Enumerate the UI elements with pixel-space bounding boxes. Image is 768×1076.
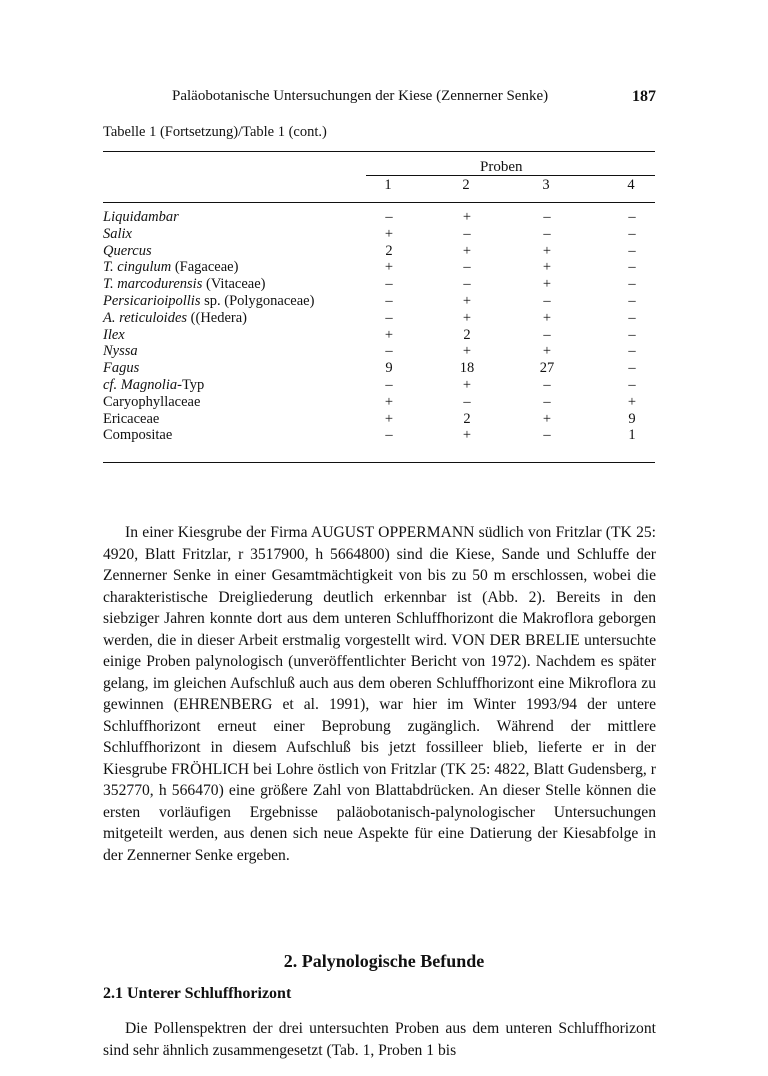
value-cell-sample-1: +	[384, 393, 394, 410]
value-cell-sample-2: –	[463, 276, 471, 293]
taxon-note: (Vitaceae)	[205, 276, 266, 293]
value-cell-sample-4: –	[628, 376, 636, 393]
section-heading: 2. Palynologische Befunde	[283, 951, 485, 971]
value-cell-sample-1: –	[385, 276, 393, 293]
value-cell-sample-4: –	[628, 360, 636, 377]
value-cell-sample-1: –	[385, 343, 393, 360]
taxon-cell	[103, 276, 265, 293]
table-row	[103, 427, 655, 444]
taxon-cell	[103, 243, 152, 260]
column-header-2: 2	[462, 177, 470, 193]
table-group-header: Proben	[480, 159, 523, 175]
value-cell-sample-1: –	[385, 376, 393, 393]
value-cell-sample-4: 9	[628, 410, 636, 427]
value-cell-sample-3: –	[543, 427, 551, 444]
taxon-cell	[103, 310, 247, 327]
table-row	[103, 310, 655, 327]
value-cell-sample-2: +	[462, 343, 472, 360]
column-header-4: 4	[627, 177, 635, 193]
taxon-name: cf. Magnolia	[103, 376, 178, 393]
paragraph: In einer Kiesgrube der Firma AUGUST OPPERMANN südlich von Fritzlar (TK 25: 4920, Blatt Fritzlar, r 3517900, h 5664800) sind die Kiese, Sande und Schluffe der Zennerner Senke in einer Gesamtmächtigkeit von bis zu 50 m erschlossen, wobei die charakteristische Dreigliederung deutlich erkennbar ist (Abb. 2). Bereits in den siebziger Jahren konnte dort aus dem unteren Schluffhorizont die Makroflora geborgen werden, die in dieser Arbeit erstmalig vorgestellt wird. VON DER BRELIE untersuchte einige Proben palynologisch (unveröffentlichter Bericht von 1972). Nachdem es später gelang, im gleichen Aufschluß auch aus dem oberen Schluffhorizont eine Mikroflora zu gewinnen (EHRENBERG et al. 1991), war hier im Winter 1993/94 der untere Schluffhorizont erneut einer Beprobung zugänglich. Während der mittlere Schluffhorizont in diesem Aufschluß bis jetzt fossilleer blieb, lieferte er in der Kiesgrube FRÖHLICH bei Lohre östlich von Fritzlar (TK 25: 4822, Blatt Gudensberg, r 352770, h 566470) eine größere Zahl von Blattabdrücken. An dieser Stelle können die ersten vorläufigen Ergebnisse paläobotanisch-palynologischer Untersuchungen mitgeteilt werden, aus denen sich neue Aspekte für eine Datierung der Kiesabfolge in der Zennerner Senke ergeben.	[103, 524, 656, 864]
table-row	[103, 243, 655, 260]
value-cell-sample-2: –	[463, 393, 471, 410]
value-cell-sample-4: –	[628, 242, 636, 259]
taxon-name: Ilex	[103, 326, 125, 343]
body-section-2	[103, 1018, 656, 1061]
value-cell-sample-3: +	[542, 276, 552, 293]
taxon-cell	[103, 293, 314, 310]
table-row	[103, 209, 655, 226]
value-cell-sample-3: –	[543, 225, 551, 242]
taxon-cell	[103, 209, 179, 226]
table-row	[103, 360, 655, 377]
taxon-note: Caryophyllaceae	[103, 393, 201, 410]
value-cell-sample-1: +	[384, 326, 394, 343]
taxon-name: A. reticuloides	[103, 309, 188, 326]
value-cell-sample-4: –	[628, 209, 636, 225]
value-cell-sample-3: –	[543, 292, 551, 309]
value-cell-sample-1: –	[385, 427, 393, 444]
value-cell-sample-4: –	[628, 259, 636, 276]
value-cell-sample-1: 9	[385, 360, 393, 377]
taxon-name: Persicarioipollis	[103, 292, 201, 309]
taxon-name: Fagus	[103, 360, 140, 377]
table-header-rule	[103, 202, 655, 203]
taxon-note: Compositae	[103, 427, 173, 444]
taxon-name: Quercus	[103, 242, 152, 259]
value-cell-sample-4: 1	[628, 427, 636, 444]
value-cell-sample-3: –	[543, 326, 551, 343]
value-cell-sample-2: 2	[463, 410, 471, 427]
value-cell-sample-2: –	[463, 259, 471, 276]
taxon-cell	[103, 360, 139, 377]
paragraph: Die Pollenspektren der drei untersuchten Proben aus dem unteren Schluffhorizont sind sehr ähnlich zusammengesetzt (Tab. 1, Proben 1 bis	[103, 1020, 656, 1059]
taxon-cell	[103, 394, 200, 411]
value-cell-sample-3: –	[543, 393, 551, 410]
taxon-note: -Typ	[177, 376, 205, 393]
taxon-name: T. cingulum	[103, 259, 172, 276]
taxon-note: Ericaceae	[103, 410, 160, 427]
value-cell-sample-2: +	[462, 427, 472, 444]
value-cell-sample-3: –	[543, 209, 551, 225]
table-row	[103, 276, 655, 293]
value-cell-sample-3: +	[542, 410, 552, 427]
taxon-cell	[103, 343, 138, 360]
value-cell-sample-4: –	[628, 276, 636, 293]
table-row	[103, 343, 655, 360]
value-cell-sample-4: –	[628, 225, 636, 242]
table-row	[103, 377, 655, 394]
taxon-cell	[103, 427, 172, 444]
taxon-name: Nyssa	[103, 343, 138, 360]
taxon-name: T. marcodurensis	[103, 276, 203, 293]
table-bottom-rule	[103, 462, 655, 463]
value-cell-sample-2: 18	[459, 360, 475, 377]
taxon-cell	[103, 259, 238, 276]
taxon-cell	[103, 226, 132, 243]
table-row	[103, 394, 655, 411]
table-row	[103, 259, 655, 276]
column-header-3: 3	[542, 177, 550, 193]
taxa-table	[103, 209, 655, 444]
value-cell-sample-1: –	[385, 209, 393, 225]
taxon-note: ((Hedera)	[190, 309, 247, 326]
taxon-cell	[103, 327, 125, 344]
value-cell-sample-4: –	[628, 309, 636, 326]
value-cell-sample-2: –	[463, 225, 471, 242]
taxon-name: Salix	[103, 225, 132, 242]
value-cell-sample-3: +	[542, 343, 552, 360]
value-cell-sample-1: –	[385, 309, 393, 326]
table-top-rule	[103, 151, 655, 152]
value-cell-sample-3: 27	[539, 360, 555, 377]
table-row	[103, 293, 655, 310]
value-cell-sample-3: +	[542, 259, 552, 276]
value-cell-sample-2: +	[462, 242, 472, 259]
group-header-rule	[366, 175, 655, 176]
value-cell-sample-4: –	[628, 326, 636, 343]
value-cell-sample-1: +	[384, 225, 394, 242]
value-cell-sample-2: +	[462, 209, 472, 225]
value-cell-sample-1: +	[384, 410, 394, 427]
value-cell-sample-1: +	[384, 259, 394, 276]
value-cell-sample-2: +	[462, 376, 472, 393]
value-cell-sample-3: +	[542, 242, 552, 259]
table-row	[103, 327, 655, 344]
value-cell-sample-1: –	[385, 292, 393, 309]
taxon-note: sp. (Polygonaceae)	[204, 292, 315, 309]
table-caption: Tabelle 1 (Fortsetzung)/Table 1 (cont.)	[103, 124, 327, 140]
value-cell-sample-3: +	[542, 309, 552, 326]
body-section-1	[103, 522, 656, 866]
taxon-cell	[103, 411, 159, 428]
taxon-name: Liquidambar	[103, 209, 179, 225]
running-title: Paläobotanische Untersuchungen der Kiese (Zennerner Senke)	[172, 88, 549, 104]
value-cell-sample-2: +	[462, 292, 472, 309]
taxon-cell	[103, 377, 204, 394]
value-cell-sample-3: –	[543, 376, 551, 393]
value-cell-sample-4: –	[628, 343, 636, 360]
page-number: 187	[632, 88, 656, 105]
value-cell-sample-4: +	[627, 393, 637, 410]
value-cell-sample-1: 2	[385, 242, 393, 259]
running-head	[172, 88, 656, 108]
subsection-heading: 2.1 Unterer Schluffhorizont	[103, 985, 292, 1002]
value-cell-sample-2: 2	[463, 326, 471, 343]
table-row	[103, 226, 655, 243]
table-row	[103, 411, 655, 428]
value-cell-sample-4: –	[628, 292, 636, 309]
column-header-1: 1	[384, 177, 392, 193]
value-cell-sample-2: +	[462, 309, 472, 326]
taxon-note: (Fagaceae)	[174, 259, 239, 276]
